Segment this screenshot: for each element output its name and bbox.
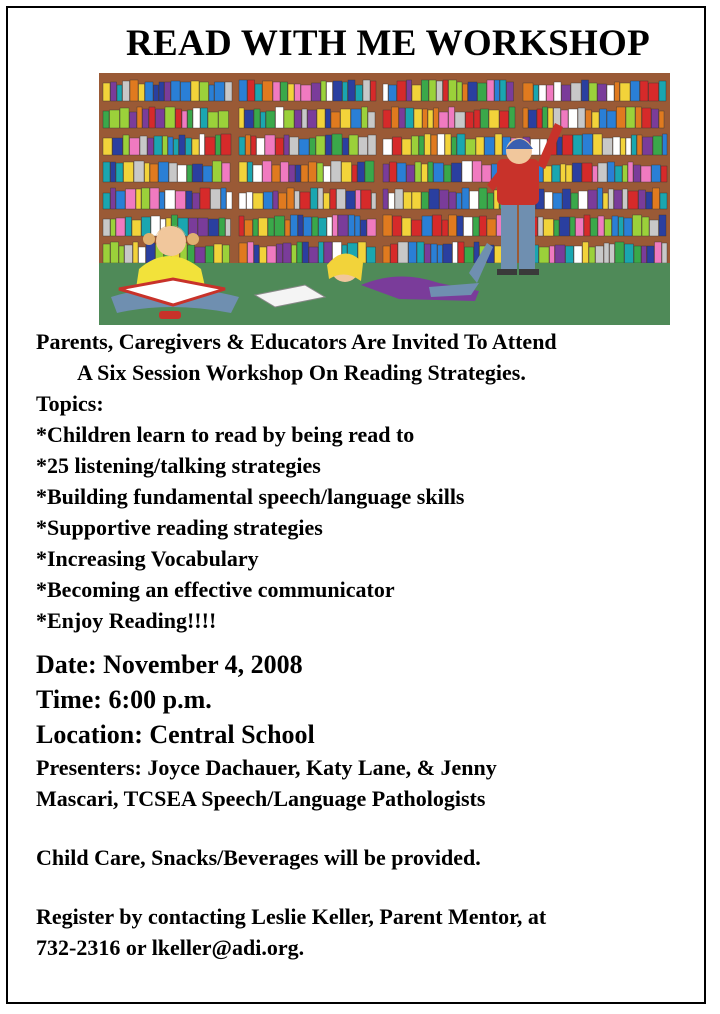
event-location: Location: Central School	[36, 720, 315, 749]
topic-item: *25 listening/talking strategies	[36, 453, 321, 478]
topic-item: *Children learn to read by being read to	[36, 422, 415, 447]
presenters-line-2: Mascari, TCSEA Speech/Language Pathologists	[36, 786, 486, 811]
topic-item: *Becoming an effective communicator	[36, 577, 395, 602]
topic-item: *Increasing Vocabulary	[36, 546, 259, 571]
register-line-2: 732-2316 or lkeller@adi.org.	[36, 935, 305, 960]
register-line-1: Register by contacting Leslie Keller, Parent Mentor, at	[36, 904, 547, 929]
topic-item: *Enjoy Reading!!!!	[36, 608, 217, 633]
provided-note: Child Care, Snacks/Beverages will be provided.	[36, 845, 481, 870]
bookshelf-illustration	[99, 73, 670, 325]
invite-line-1: Parents, Caregivers & Educators Are Invited To Attend	[36, 329, 557, 354]
flyer-title: READ WITH ME WORKSHOP	[125, 23, 651, 64]
topic-item: *Supportive reading strategies	[36, 515, 323, 540]
invite-line-2: A Six Session Workshop On Reading Strategies.	[77, 360, 526, 385]
topic-item: *Building fundamental speech/language skills	[36, 484, 465, 509]
presenters-line-1: Presenters: Joyce Dachauer, Katy Lane, & Jenny	[36, 755, 497, 780]
event-time: Time: 6:00 p.m.	[36, 685, 212, 714]
flyer-body	[36, 326, 706, 963]
event-date: Date: November 4, 2008	[36, 650, 303, 679]
topics-heading: Topics:	[36, 391, 104, 416]
